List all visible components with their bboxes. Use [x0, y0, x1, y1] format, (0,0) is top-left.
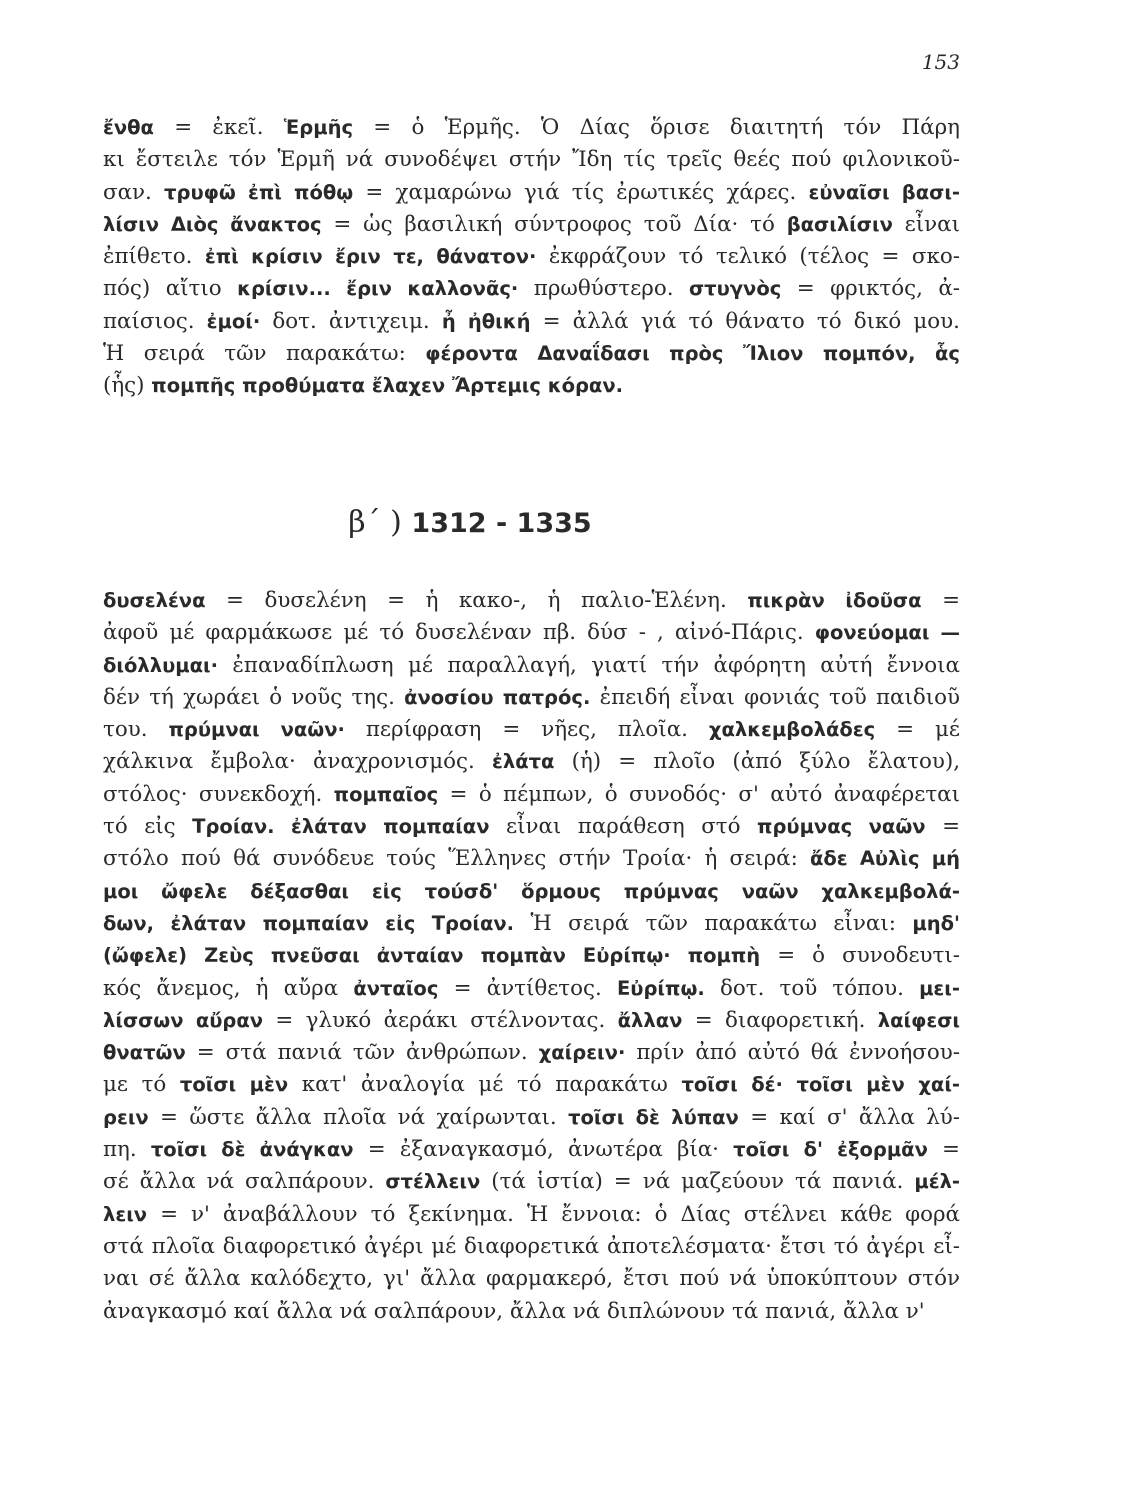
gloss-text: = στά πανιά τῶν ἀνθρώπων. — [185, 1040, 539, 1066]
text-line — [103, 1199, 960, 1231]
bold-lemma: τοῖσι μὲν — [179, 1073, 289, 1097]
gloss-text: = ἀντίθετος. — [438, 975, 617, 1001]
page-number: 153 — [921, 50, 960, 74]
gloss-text: ἀναγκασμό καί ἄλλα νά σαλπάρουν, ἄλλα νά διπλώνουν τά πανιά, ἄλλα ν' — [103, 1298, 925, 1324]
gloss-text: ἀφοῦ μέ φαρμάκωσε μέ τό δυσελέναν πβ. δύσ - , αἰνό-Πάρις. — [103, 620, 815, 646]
bold-lemma: θνατῶν — [103, 1041, 186, 1065]
text-line — [103, 876, 960, 908]
gloss-text: = καί σ' ἄλλα λύ- — [738, 1104, 960, 1130]
text-line — [103, 370, 960, 402]
text-line — [103, 940, 960, 972]
bold-lemma: στυγνὸς — [688, 277, 782, 301]
bold-lemma: δυσελένα — [103, 589, 206, 612]
section-heading — [180, 505, 760, 540]
gloss-text: κι ἔστειλε τόν Ἑρμῆ νά συνοδέψει στήν Ἴδη τίς τρεῖς θεές πού φιλονικοῦ- — [103, 147, 960, 173]
gloss-text: (τά ἱστία) = νά μαζεύουν τά πανιά. — [480, 1169, 915, 1195]
gloss-text: = χαμαρώνω γιά τίς ἐρωτικές χάρες. — [353, 179, 809, 205]
text-line — [103, 1263, 960, 1295]
text-line — [103, 1037, 960, 1069]
text-line — [103, 338, 960, 370]
gloss-text: με τό — [103, 1072, 180, 1098]
gloss-text: = ἀλλά γιά τό θάνατο τό δικό μου. — [530, 308, 960, 334]
text-line — [103, 209, 960, 241]
gloss-text: στά πλοῖα διαφορετικό ἀγέρι μέ διαφορετικά ἀποτελέσματα· ἔτσι τό ἀγέρι εἶ- — [103, 1233, 960, 1259]
section-label: β΄ ) — [348, 505, 402, 540]
bold-lemma: κρίσιν... ἔριν καλλονᾶς· — [237, 277, 519, 301]
text-line — [103, 682, 960, 714]
gloss-text: σέ ἄλλα νά σαλπάρουν. — [103, 1169, 386, 1195]
bold-lemma: ἐπὶ κρίσιν ἔριν τε, θάνατον· — [204, 245, 537, 269]
bold-lemma: ἀνοσίου πατρός. — [404, 685, 591, 709]
text-line — [103, 973, 960, 1005]
bold-lemma: λειν — [103, 1202, 148, 1226]
gloss-text: χάλκινα ἔμβολα· ἀναχρονισμός. — [103, 749, 492, 775]
bold-lemma: μέλ- — [914, 1170, 960, 1194]
text-line — [103, 650, 960, 682]
text-line — [103, 177, 960, 209]
bold-lemma: ἄδε Αὐλὶς μή — [810, 847, 960, 871]
text-line — [103, 241, 960, 273]
bold-lemma: πομπῆς προθύματα ἔλαχεν Ἄρτεμις κόραν. — [151, 374, 624, 398]
bold-lemma: τρυφῶ ἐπὶ πόθῳ — [164, 180, 354, 204]
bold-lemma: πρύμνας ναῶν — [757, 815, 926, 839]
text-line — [103, 714, 960, 746]
gloss-text: δοτ. ἀντιχειμ. — [260, 308, 442, 334]
text-line — [103, 273, 960, 305]
commentary-paragraph-bottom — [103, 585, 960, 1328]
text-line — [103, 843, 960, 875]
text-line — [103, 112, 960, 144]
gloss-text: = φρικτός, ἀ- — [781, 276, 961, 302]
bold-lemma: τοῖσι δὲ λύπαν — [568, 1105, 739, 1129]
bold-lemma: δων, ἐλάταν πομπαίαν εἰς Τροίαν. — [103, 911, 515, 935]
gloss-text: πρωθύστερο. — [518, 276, 689, 302]
bold-lemma: πικρὰν ἰδοῦσα — [747, 589, 922, 612]
bold-lemma: λίσσων αὔραν — [103, 1008, 264, 1032]
bold-lemma: τοῖσι δ' ἐξορμᾶν — [733, 1138, 928, 1162]
section-line-range: 1312 - 1335 — [411, 508, 592, 539]
commentary-paragraph-top — [103, 112, 960, 403]
bold-lemma: ἄλλαν — [617, 1008, 683, 1032]
gloss-text: = ἐξαναγκασμό, ἀνωτέρα βία· — [353, 1137, 734, 1163]
bold-lemma: διόλλυμαι· — [103, 653, 218, 677]
gloss-text: ἐπειδή εἶναι φονιάς τοῦ παιδιοῦ — [590, 684, 960, 710]
gloss-text: = δυσελένη = ἡ κακο-, ἡ παλιο-Ἑλένη. — [205, 588, 748, 613]
gloss-text: = μέ — [875, 717, 960, 743]
text-line — [103, 908, 960, 940]
bold-lemma: μηδ' — [912, 911, 960, 935]
bold-lemma: ἀνταῖος — [353, 976, 439, 1000]
gloss-text: ἐκφράζουν τό τελικό (τέλος = σκο- — [536, 244, 960, 270]
bold-lemma: πρύμναι ναῶν· — [168, 718, 345, 742]
bold-lemma: χαίρειν· — [538, 1041, 626, 1065]
bold-lemma: εὐναῖσι βασι- — [808, 180, 961, 204]
gloss-text: ἐπίθετο. — [103, 244, 205, 270]
bold-lemma: μει- — [919, 976, 960, 1000]
gloss-text: του. — [103, 717, 169, 743]
gloss-text: πρίν ἀπό αὐτό θά ἐννοήσου- — [625, 1040, 960, 1066]
gloss-text: = ἐκεῖ. — [153, 115, 284, 140]
gloss-text: = ὁ Ἑρμῆς. Ὁ Δίας ὅρισε διαιτητή τόν Πάρη — [353, 115, 960, 140]
gloss-text: = — [927, 1137, 960, 1163]
gloss-text: σαν. — [103, 179, 165, 205]
bold-lemma: Τροίαν. ἐλάταν πομπαίαν — [192, 815, 490, 839]
bold-lemma: τοῖσι δέ· τοῖσι μὲν χαί- — [681, 1073, 961, 1097]
gloss-text: (ἡ) = πλοῖο (ἀπό ξύλο ἔλατου), — [554, 749, 960, 775]
bold-lemma: ρειν — [103, 1105, 149, 1129]
gloss-text: = ὁ πέμπων, ὁ συνοδός· σ' αὐτό ἀναφέρεται — [438, 781, 960, 807]
bold-lemma: (ὤφελε) Ζεὺς πνεῦσαι ἀνταίαν πομπὰν Εὐρίπῳ· πομπὴ — [103, 944, 761, 968]
bold-lemma: Εὐρίπῳ. — [616, 976, 705, 1000]
bold-lemma: Ἑρμῆς — [283, 116, 354, 139]
gloss-text: κατ' ἀναλογία μέ τό παρακάτω — [288, 1072, 682, 1098]
gloss-text: = — [925, 814, 960, 840]
bold-lemma: χαλκεμβολάδες — [708, 718, 876, 742]
gloss-text: = ὁ συνοδευτι- — [760, 943, 960, 969]
gloss-text: = ν' ἀναβάλλουν τό ξεκίνημα. Ἡ ἔννοια: ὁ Δίας στέλνει κάθε φορά — [147, 1201, 960, 1227]
text-line — [103, 306, 960, 338]
gloss-text: εἶναι παράθεση στό — [489, 814, 758, 840]
bold-lemma: ἦ ἠθική — [441, 309, 531, 333]
bold-lemma: λίσιν Διὸς ἄνακτος — [103, 212, 322, 236]
gloss-text: = ὡς βασιλική σύντροφος τοῦ Δία· τό — [321, 211, 787, 237]
gloss-text: = — [921, 588, 960, 613]
bold-lemma: στέλλειν — [385, 1170, 481, 1194]
bold-lemma: φέροντα Δαναΐδασι πρὸς Ἴλιον πομπόν, ἇς — [425, 342, 960, 366]
bold-lemma: τοῖσι δὲ ἀνάγκαν — [150, 1138, 354, 1162]
text-line — [103, 779, 960, 811]
gloss-text: πός) αἴτιο — [103, 276, 238, 302]
gloss-text: = γλυκό ἀεράκι στέλνοντας. — [263, 1007, 618, 1033]
text-line — [103, 144, 960, 176]
text-line — [103, 811, 960, 843]
text-line — [103, 617, 960, 649]
gloss-text: δέν τή χωράει ὁ νοῦς της. — [103, 684, 405, 710]
bold-lemma: μοι ὤφελε δέξασθαι εἰς τούσδ' ὅρμους πρύμνας ναῶν χαλκεμβολά- — [103, 879, 960, 903]
bold-lemma: πομπαῖος — [333, 782, 439, 806]
gloss-text: Ἡ σειρά τῶν παρακάτω: — [103, 341, 426, 367]
gloss-text: στόλο πού θά συνόδευε τούς Ἕλληνες στήν Τροία· ἡ σειρά: — [103, 846, 810, 872]
gloss-text: εἶναι — [892, 211, 960, 237]
gloss-text: παίσιος. — [103, 308, 207, 334]
text-line — [103, 1069, 960, 1101]
bold-lemma: ἐμοί· — [206, 309, 261, 333]
bold-lemma: ἔνθα — [103, 116, 154, 139]
text-line — [103, 1296, 960, 1328]
gloss-text: (ἧς) — [103, 373, 152, 399]
bold-lemma: βασιλίσιν — [786, 212, 893, 236]
text-line — [103, 585, 960, 617]
gloss-text: πη. — [103, 1137, 151, 1163]
gloss-text: ναι σέ ἄλλα καλόδεχτο, γι' ἄλλα φαρμακερό, ἔτσι πού νά ὑποκύπτουν στόν — [103, 1266, 960, 1292]
text-line — [103, 1231, 960, 1263]
gloss-text: στόλος· συνεκδοχή. — [103, 781, 334, 807]
bold-lemma: ἐλάτα — [492, 750, 555, 774]
gloss-text: ἐπαναδίπλωση μέ παραλλαγή, γιατί τήν ἀφόρητη αὐτή ἔννοια — [218, 652, 960, 678]
gloss-text: τό εἰς — [103, 814, 193, 840]
gloss-text: δοτ. τοῦ τόπου. — [704, 975, 920, 1001]
text-line — [103, 1134, 960, 1166]
text-line — [103, 746, 960, 778]
text-line — [103, 1166, 960, 1198]
text-line — [103, 1102, 960, 1134]
gloss-text: περίφραση = νῆες, πλοῖα. — [344, 717, 709, 743]
gloss-text: = ὥστε ἄλλα πλοῖα νά χαίρωνται. — [148, 1104, 569, 1130]
gloss-text: = διαφορετική. — [682, 1007, 878, 1033]
bold-lemma: λαίφεσι — [877, 1008, 960, 1032]
gloss-text: Ἡ σειρά τῶν παρακάτω εἶναι: — [514, 910, 913, 936]
gloss-text: κός ἄνεμος, ἡ αὔρα — [103, 975, 354, 1001]
bold-lemma: φονεύομαι — — [814, 621, 960, 645]
text-line — [103, 1005, 960, 1037]
